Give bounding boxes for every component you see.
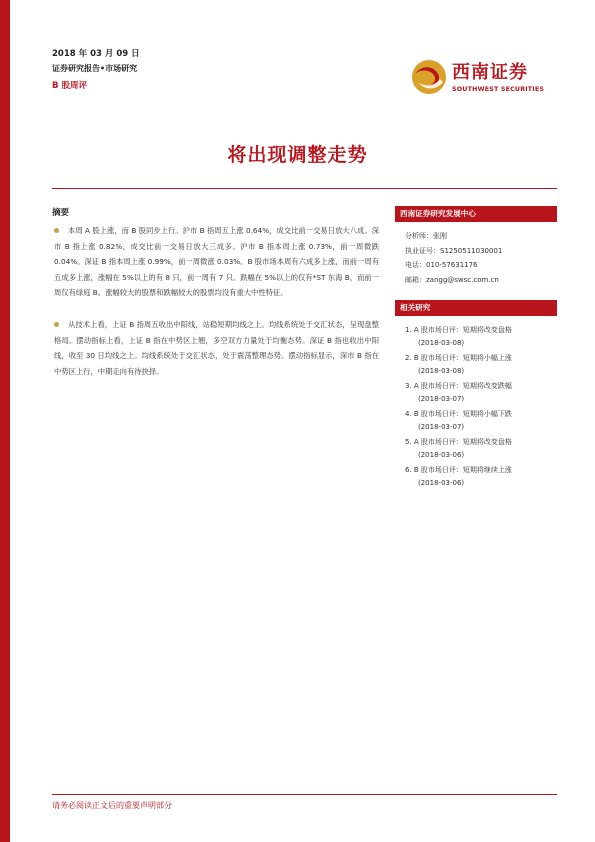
logo-name-en: SOUTHWEST SECURITIES — [452, 86, 545, 93]
related-item-date: (2018-03-06) — [418, 451, 465, 459]
report-title: 将出现调整走势 — [227, 144, 368, 166]
related-item-date: (2018-03-07) — [418, 423, 465, 431]
top-divider — [52, 188, 557, 189]
analyst-phone: 电话：010-57631176 — [405, 261, 478, 269]
logo-name-cn: 西南证券 — [452, 62, 528, 83]
summary-paragraph — [54, 317, 379, 379]
report-date: 2018 年 03 月 09 日 — [52, 49, 140, 59]
research-center-header: 西南证券研究发展中心 — [395, 206, 557, 222]
footer-disclaimer: 请务必阅读正文后的重要声明部分 — [52, 801, 172, 810]
analyst-email[interactable]: 邮箱：zangg@swsc.com.cn — [405, 276, 499, 284]
related-item-title[interactable]: 6. B 股市场日评：短期将继续上涨 — [405, 466, 512, 474]
summary-label: 摘要 — [52, 208, 70, 218]
analyst-license: 执业证号：S1250511030001 — [405, 247, 503, 255]
summary-paragraph-text: 从技术上看，上证 B 指周五收出中阳线，站稳短期均线之上。均线系统处于交汇状态，呈现盘整格局。摆动指标上看，上证 B 指在中势区上翘，多空双方力量处于均衡态势。深证 B 指也收出中阳线，收至 30 日均线之上。均线系统处于交汇状态，处于震荡整理态势。摆动指标显示，深市 B 指在中势区上行，中期走向有待抉择。 — [54, 320, 379, 376]
related-item-title[interactable]: 1. A 股市场日评：短期将改变盘格 — [405, 326, 512, 334]
related-item-title[interactable]: 5. A 股市场日评：短期将改变盘格 — [405, 438, 512, 446]
related-item-date: (2018-03-06) — [418, 479, 465, 487]
bottom-divider — [52, 794, 557, 795]
related-item-title[interactable]: 4. B 股市场日评：短期将小幅下跌 — [405, 410, 512, 418]
related-item-date: (2018-03-07) — [418, 395, 465, 403]
summary-paragraph — [54, 223, 379, 301]
bullet-dot-icon — [54, 322, 59, 327]
related-item-title[interactable]: 3. A 股市场日评：短期将改变跌幅 — [405, 382, 512, 390]
bullet-dot-icon — [54, 228, 59, 233]
summary-paragraph-text: 本周 A 股上涨，而 B 股同步上行。沪市 B 指周五上涨 0.64%，成交比前一交易日放大八成。深市 B 指上涨 0.82%，成交比前一交易日放大三成多。沪市 B 指本周上涨 0.73%，前一周微跌 0.04%。深证 B 指本周上涨 0.99%，前一周微涨 0.03%。B 股市场本周有六成多上涨，而前一周有五成多上涨，涨幅在 5%以上的有 8 只，前一周有 7 只。跌幅在 5%以上的仅有*ST 东海 B，而前一周仅有绿庭 B。涨幅较大的股票和跌幅较大的股票均没有重大中性特征。 — [54, 226, 379, 298]
related-item-date: (2018-03-08) — [418, 339, 465, 347]
related-item-title[interactable]: 2. B 股市场日评：短期将小幅上涨 — [405, 354, 512, 362]
analyst-name: 分析师：张刚 — [405, 232, 447, 240]
related-item-date: (2018-03-08) — [418, 367, 465, 375]
left-accent-bar — [0, 0, 10, 842]
report-type: B 股周评 — [52, 81, 87, 91]
related-research-header: 相关研究 — [395, 300, 557, 316]
report-category: 证券研究报告•市场研究 — [52, 64, 138, 73]
